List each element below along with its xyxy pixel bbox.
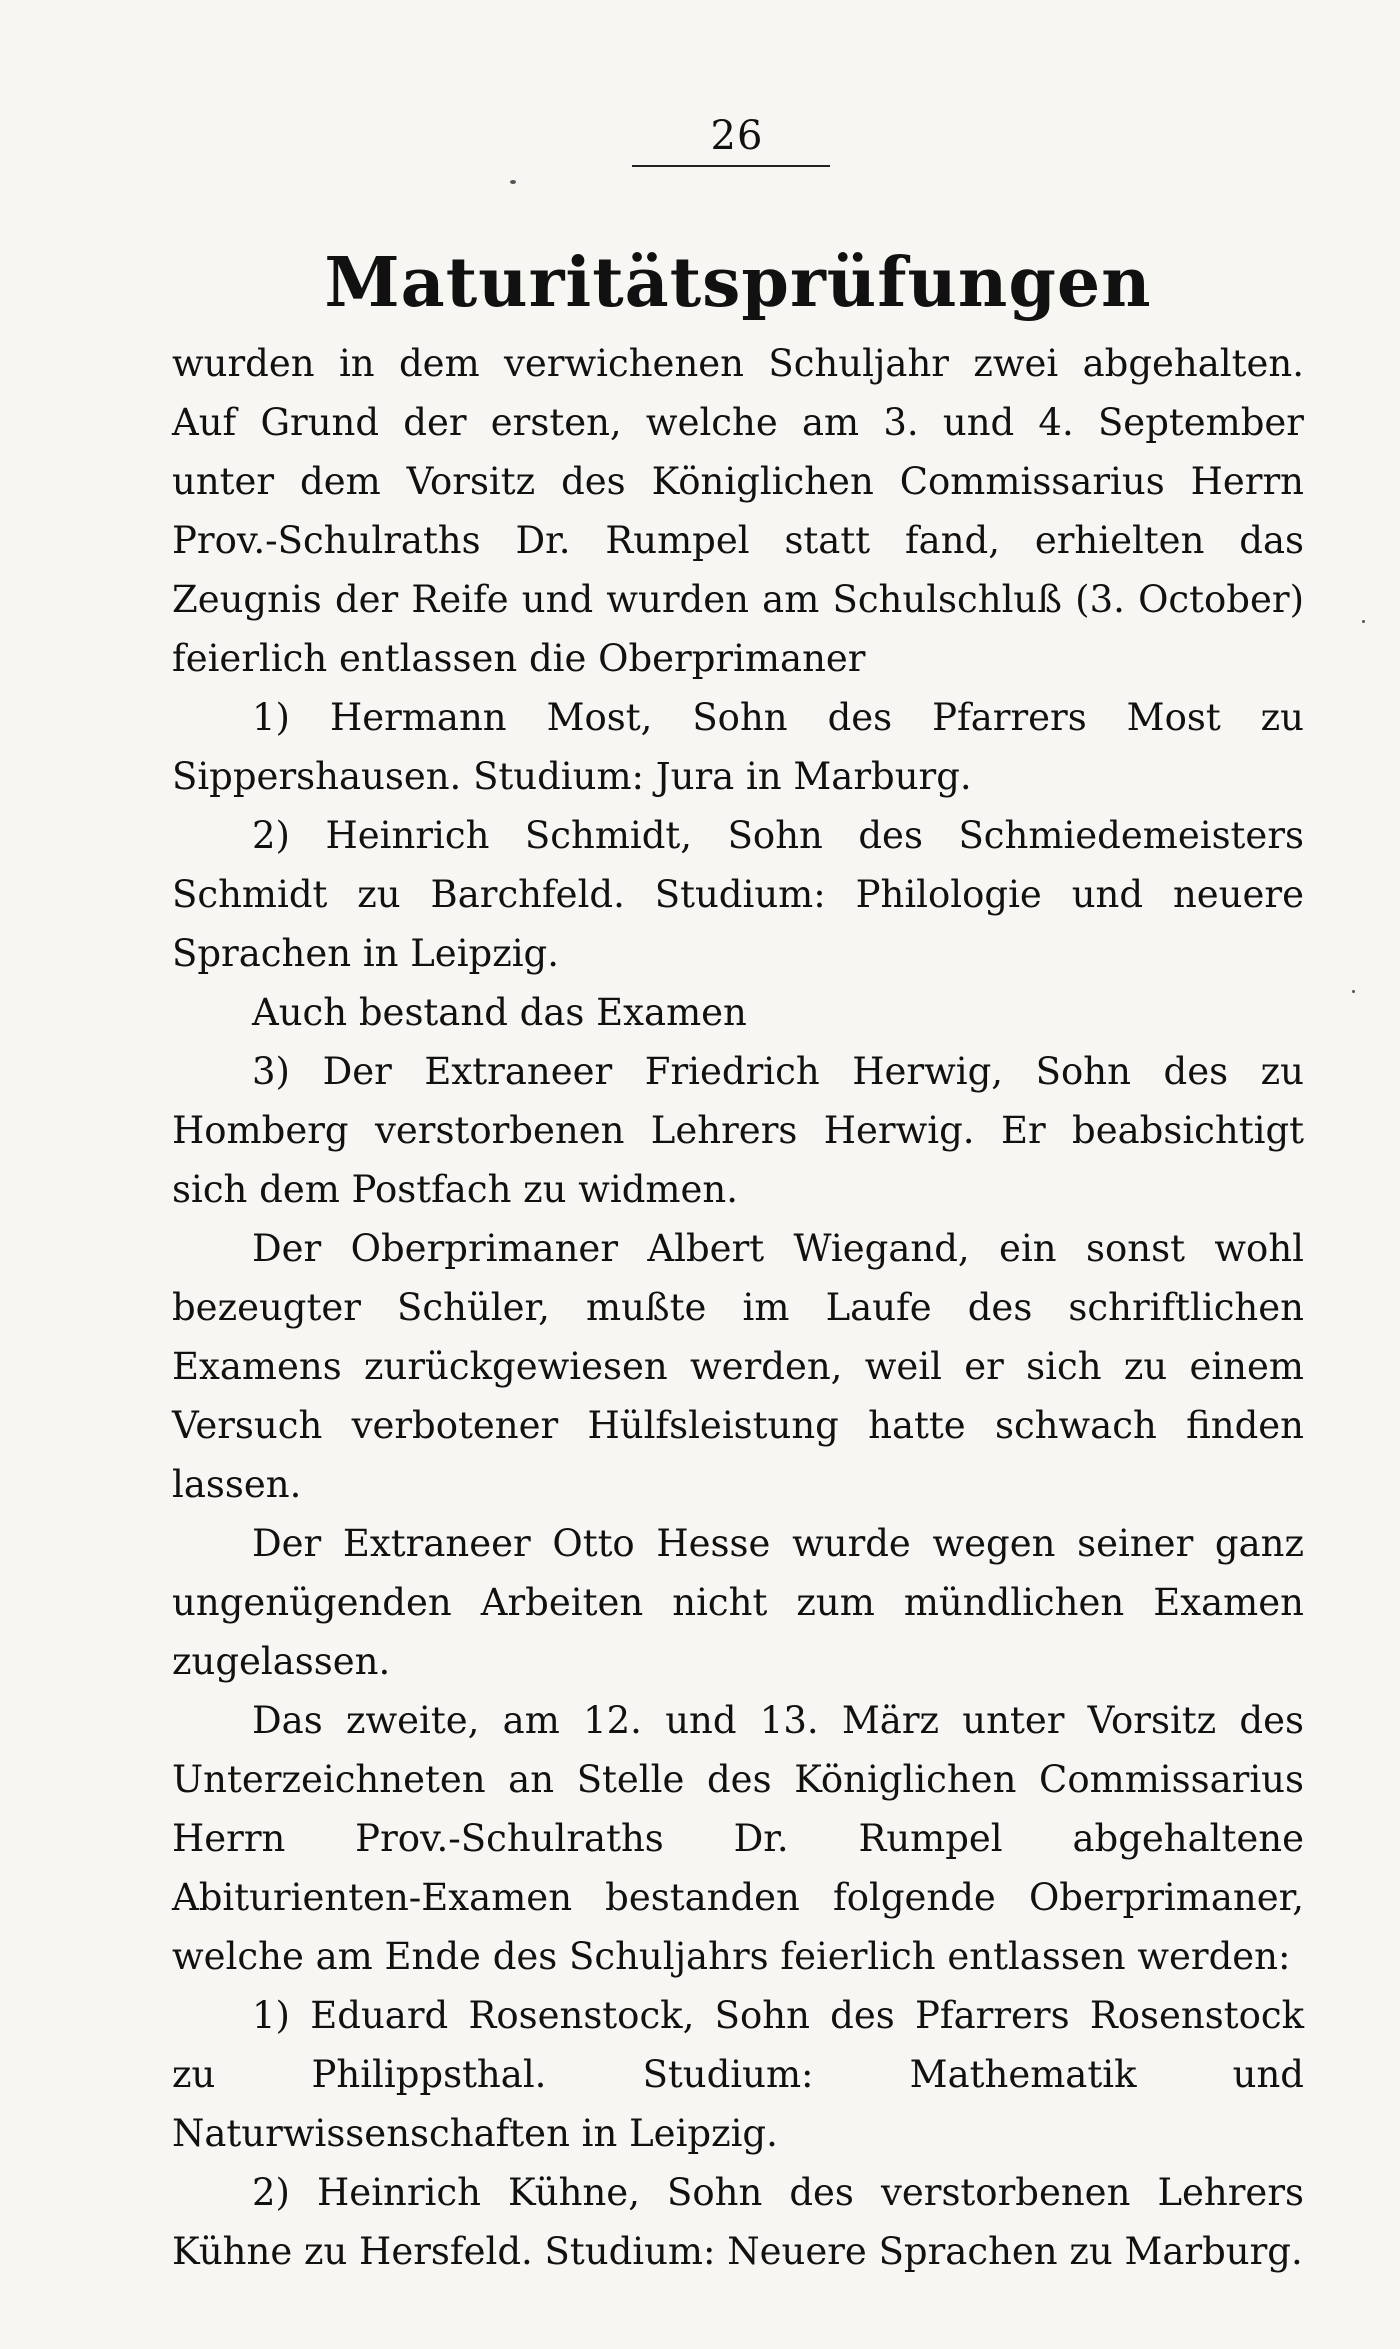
page-number: 26 bbox=[710, 113, 764, 159]
page-number-block bbox=[632, 112, 842, 160]
list-item-herwig: 3) Der Extraneer Friedrich Herwig, Sohn des zu Homberg verstorbenen Lehrers Herwig. Er beabsichtigt sich dem Postfach zu widmen. bbox=[172, 1050, 1304, 1211]
paragraph-hesse: Der Extraneer Otto Hesse wurde wegen seiner ganz ungenügenden Arbeiten nicht zum mündlichen Examen zugelassen. bbox=[172, 1522, 1304, 1683]
scan-speck bbox=[1352, 990, 1355, 993]
paragraph-intro: wurden in dem verwichenen Schuljahr zwei abgehalten. Auf Grund der ersten, welche am 3. und 4. September unter dem Vorsitz des Königlichen Commissarius Herrn Prov.-Schulraths Dr. Rumpel statt fand, erhielten das Zeugnis der Reife und wurden am Schulschluß (3. October) feierlich entlassen die Oberprimaner bbox=[172, 342, 1304, 680]
page-number-rule bbox=[632, 165, 830, 167]
list-item-most: 1) Hermann Most, Sohn des Pfarrers Most zu Sippershausen. Studium: Jura in Marburg. bbox=[172, 696, 1304, 798]
document-body bbox=[172, 334, 1304, 2281]
section-title: Maturitätsprüfungen bbox=[324, 243, 1152, 323]
scan-speck bbox=[510, 180, 516, 184]
list-item-schmidt: 2) Heinrich Schmidt, Sohn des Schmiedemeisters Schmidt zu Barchfeld. Studium: Philologie und neuere Sprachen in Leipzig. bbox=[172, 814, 1304, 975]
list-item-rosenstock: 1) Eduard Rosenstock, Sohn des Pfarrers Rosenstock zu Philippsthal. Studium: Mathematik und Naturwissenschaften in Leipzig. bbox=[172, 1994, 1304, 2155]
paragraph-wiegand: Der Oberprimaner Albert Wiegand, ein sonst wohl bezeugter Schüler, mußte im Laufe des schriftlichen Examens zurückgewiesen werden, weil er sich zu einem Versuch verbotener Hülfsleistung hatte schwach finden lassen. bbox=[172, 1227, 1304, 1506]
paragraph-second-exam: Das zweite, am 12. und 13. März unter Vorsitz des Unterzeichneten an Stelle des Königlichen Commissarius Herrn Prov.-Schulraths Dr. Rumpel abgehaltene Abiturienten-Examen bestanden folgende Oberprimaner, welche am Ende des Schuljahrs feierlich entlassen werden: bbox=[172, 1699, 1304, 1978]
paragraph-auch: Auch bestand das Examen bbox=[252, 991, 747, 1034]
list-item-kuehne: 2) Heinrich Kühne, Sohn des verstorbenen Lehrers Kühne zu Hersfeld. Studium: Neuere Sprachen zu Marburg. bbox=[172, 2171, 1304, 2273]
scan-speck bbox=[1362, 620, 1365, 623]
